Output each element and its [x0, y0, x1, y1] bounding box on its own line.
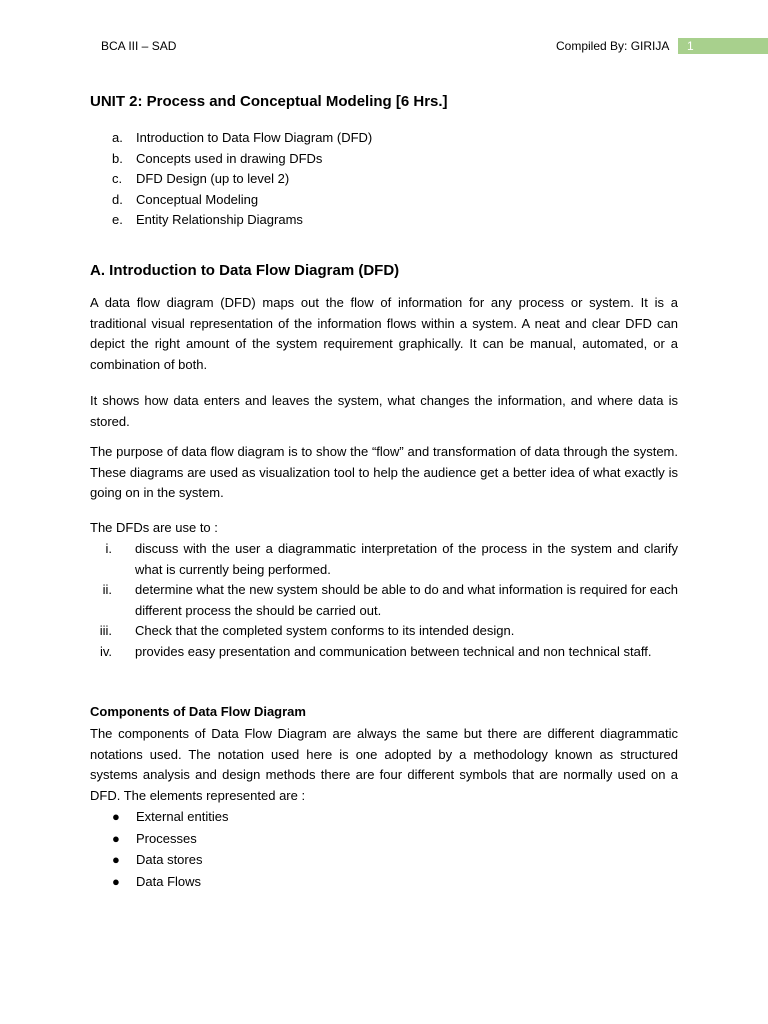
bullet-icon: ● [112, 830, 120, 846]
list-marker: e. [112, 212, 123, 227]
list-item [112, 190, 632, 211]
list-item [90, 580, 678, 621]
list-marker: a. [112, 130, 123, 145]
list-text: Conceptual Modeling [136, 191, 259, 207]
list-text: Processes [136, 830, 197, 846]
paragraph: It shows how data enters and leaves the system, what changes the information, and where data is stored. [90, 393, 678, 429]
bullet-icon: ● [112, 852, 120, 867]
page-number-badge [678, 38, 768, 54]
list-marker: iv. [99, 643, 112, 659]
list-item [90, 621, 678, 642]
list-text: discuss with the user a diagrammatic interpretation of the process in the system and clarify what is currently being performed. [135, 541, 678, 577]
unit-topics-list [112, 128, 632, 231]
list-text: DFD Design (up to level 2) [136, 171, 290, 186]
page-number: 1 [687, 39, 694, 53]
list-text: Data stores [136, 852, 203, 867]
header-compiled-by: Compiled By: GIRIJA [556, 39, 670, 53]
list-marker: i. [105, 541, 112, 556]
list-text: Data Flows [136, 873, 202, 889]
paragraph: The components of Data Flow Diagram are always the same but there are different diagrammatic notations used. The notation used here is one adopted by a methodology known as structured systems analysis and design methods there are four different symbols that are normally used on a DFD. The elements represented are : [90, 726, 678, 803]
list-item [112, 128, 632, 149]
dfd-uses-list [90, 539, 678, 663]
bullet-icon: ● [112, 873, 120, 889]
list-text: Concepts used in drawing DFDs [136, 150, 323, 166]
list-marker: d. [112, 191, 123, 207]
list-text: Introduction to Data Flow Diagram (DFD) [136, 130, 373, 145]
uses-intro: The DFDs are use to : [90, 520, 218, 535]
header-course: BCA III – SAD [101, 39, 177, 53]
list-item [90, 539, 678, 580]
paragraph: A data flow diagram (DFD) maps out the flow of information for any process or system. It is a traditional visual representation of the information flows within a system. A neat and clear DFD can depict the right amount of the system requirement graphically. It can be manual, automated, or a combination of both. [90, 295, 678, 372]
unit-title: UNIT 2: Process and Conceptual Modeling [6 Hrs.] [90, 93, 448, 110]
list-item [90, 642, 678, 663]
paragraph: The purpose of data flow diagram is to show the “flow” and transformation of data through the system. These diagrams are used as visualization tool to help the audience get a better idea of what exactly is going on in the system. [90, 444, 678, 501]
bullet-icon: ● [112, 809, 120, 824]
components-heading: Components of Data Flow Diagram [90, 704, 306, 719]
list-text: Entity Relationship Diagrams [136, 212, 303, 227]
list-marker: c. [112, 171, 123, 186]
list-text: External entities [136, 809, 229, 824]
list-text: provides easy presentation and communication between technical and non technical staff. [135, 643, 652, 659]
list-marker: iii. [99, 623, 112, 639]
list-item [112, 210, 632, 231]
list-item [112, 169, 632, 190]
list-marker: ii. [102, 582, 112, 598]
section-title: A. Introduction to Data Flow Diagram (DFD) [90, 262, 400, 279]
list-item [112, 149, 632, 170]
list-text: Check that the completed system conforms to its intended design. [135, 623, 515, 639]
list-marker: b. [112, 150, 123, 166]
list-text: determine what the new system should be able to do and what information is required for each different process the should be carried out. [135, 582, 678, 618]
